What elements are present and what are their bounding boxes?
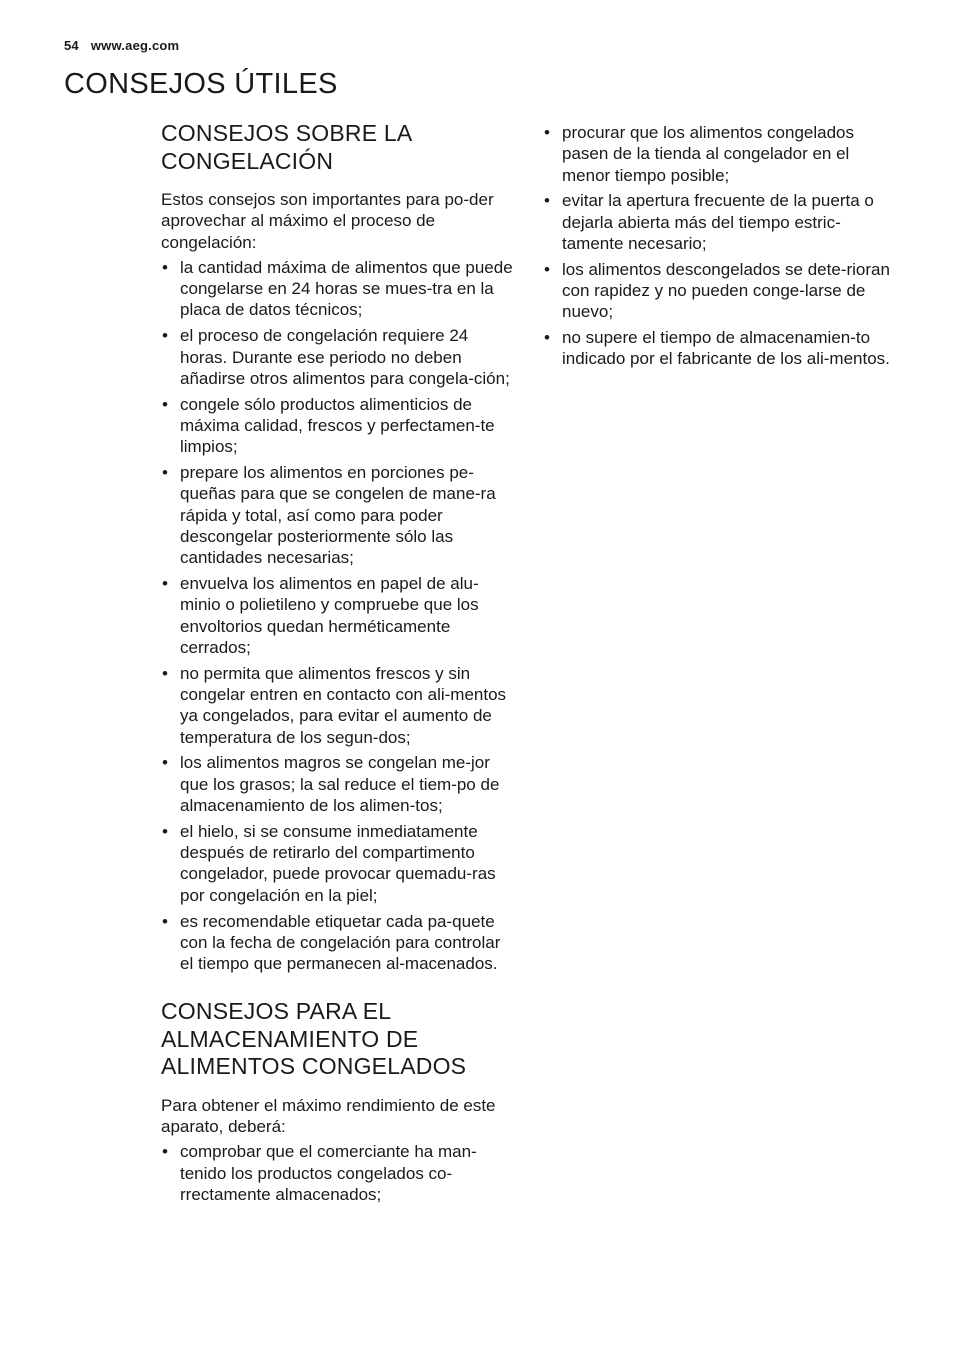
page-header [64, 38, 179, 53]
bullet-icon: • [544, 123, 550, 142]
list-item-text: envuelva los alimentos en papel de alu-minio o polietileno y compruebe que los envoltorios quedan herméticamente cerrados; [180, 574, 479, 657]
list-item-text: la cantidad máxima de alimentos que puede congelarse en 24 horas se mues-tra en la placa de datos técnicos; [180, 257, 513, 320]
list-item-text: no permita que alimentos frescos y sin congelar entren en contacto con ali-mentos ya congelados, para evitar el aumento de temperatura de los segun-dos; [180, 663, 507, 747]
list-item [161, 462, 513, 568]
freezing-heading-line-2: CONGELACIÓN [161, 147, 334, 174]
list-item-text: procurar que los alimentos congelados pasen de la tienda al congelador en el menor tiempo posible; [562, 123, 855, 185]
page-title: CONSEJOS ÚTILES [64, 68, 338, 100]
bullet-icon: • [544, 259, 550, 279]
list-item [161, 911, 513, 975]
list-item-text: evitar la apertura frecuente de la puerta o dejarla abierta más del tiempo estric-tamente necesario; [562, 191, 874, 253]
list-item [161, 394, 513, 458]
list-item [161, 752, 513, 816]
list-item-text: no supere el tiempo de almacenamien-to indicado por el fabricante de los ali-mentos. [562, 328, 890, 369]
storage-heading-line-2: ALMACENAMIENTO DE [161, 1025, 419, 1052]
list-item [161, 821, 513, 906]
storage-tips-list-left [161, 1141, 513, 1205]
storage-intro: Para obtener el máximo rendimiento de este aparato, deberá: [161, 1095, 496, 1137]
freezing-heading-line-1: CONSEJOS SOBRE LA [161, 120, 413, 146]
storage-heading-line-3: ALIMENTOS CONGELADOS [161, 1053, 467, 1080]
list-item-text: congele sólo productos alimenticios de máxima calidad, frescos y perfectamen-te limpios; [180, 394, 495, 457]
list-item [161, 1141, 513, 1205]
list-item-text: los alimentos descongelados se dete-rioran con rapidez y no pueden conge-larse de nuevo; [562, 259, 890, 322]
list-item-text: prepare los alimentos en porciones pe-queñas para que se congelen de mane-ra rápida y total, así como para poder descongelar posteriormente sólo las cantidades necesarias; [180, 463, 496, 568]
bullet-icon: • [162, 574, 168, 594]
list-item-text: los alimentos magros se congelan me-jor que los grasos; la sal reduce el tiem-po de almacenamiento de los alimen-tos; [180, 753, 500, 816]
bullet-icon: • [162, 1142, 168, 1162]
storage-tips-heading [161, 998, 513, 1081]
left-column [161, 120, 513, 1210]
bullet-icon: • [162, 753, 168, 773]
list-item [543, 122, 893, 186]
storage-tips-list-right [543, 122, 893, 370]
bullet-icon: • [544, 328, 550, 348]
list-item [543, 190, 893, 254]
list-item-text: es recomendable etiquetar cada pa-quete con la fecha de congelación para controlar el tiempo que permanecen al-macenados. [180, 911, 501, 974]
list-item [543, 327, 893, 370]
list-item [161, 325, 513, 389]
bullet-icon: • [162, 326, 168, 346]
list-item [543, 259, 893, 323]
website-url: www.aeg.com [90, 38, 180, 53]
bullet-icon: • [162, 257, 168, 277]
freezing-tips-heading [161, 120, 513, 175]
storage-heading-line-1: CONSEJOS PARA EL [161, 998, 392, 1025]
freezing-tips-list [161, 257, 513, 975]
bullet-icon: • [162, 463, 168, 483]
list-item [161, 663, 513, 748]
bullet-icon: • [162, 394, 168, 414]
list-item-text: el hielo, si se consume inmediatamente después de retirarlo del compartimento congelador, puede provocar quemadu-ras por congelación en la piel; [180, 821, 496, 905]
page-number: 54 [64, 38, 79, 53]
right-column [543, 122, 893, 374]
list-item [161, 573, 513, 658]
bullet-icon: • [162, 663, 168, 683]
list-item-text: comprobar que el comerciante ha man-tenido los productos congelados co-rrectamente almacenados; [180, 1142, 477, 1205]
list-item-text: el proceso de congelación requiere 24 horas. Durante ese periodo no deben añadirse otros alimentos para congela-ción; [180, 326, 510, 388]
bullet-icon: • [544, 191, 550, 211]
bullet-icon: • [162, 911, 168, 931]
bullet-icon: • [162, 821, 168, 841]
list-item [161, 257, 513, 321]
freezing-intro: Estos consejos son importantes para po-der aprovechar al máximo el proceso de congelación: [161, 190, 494, 252]
